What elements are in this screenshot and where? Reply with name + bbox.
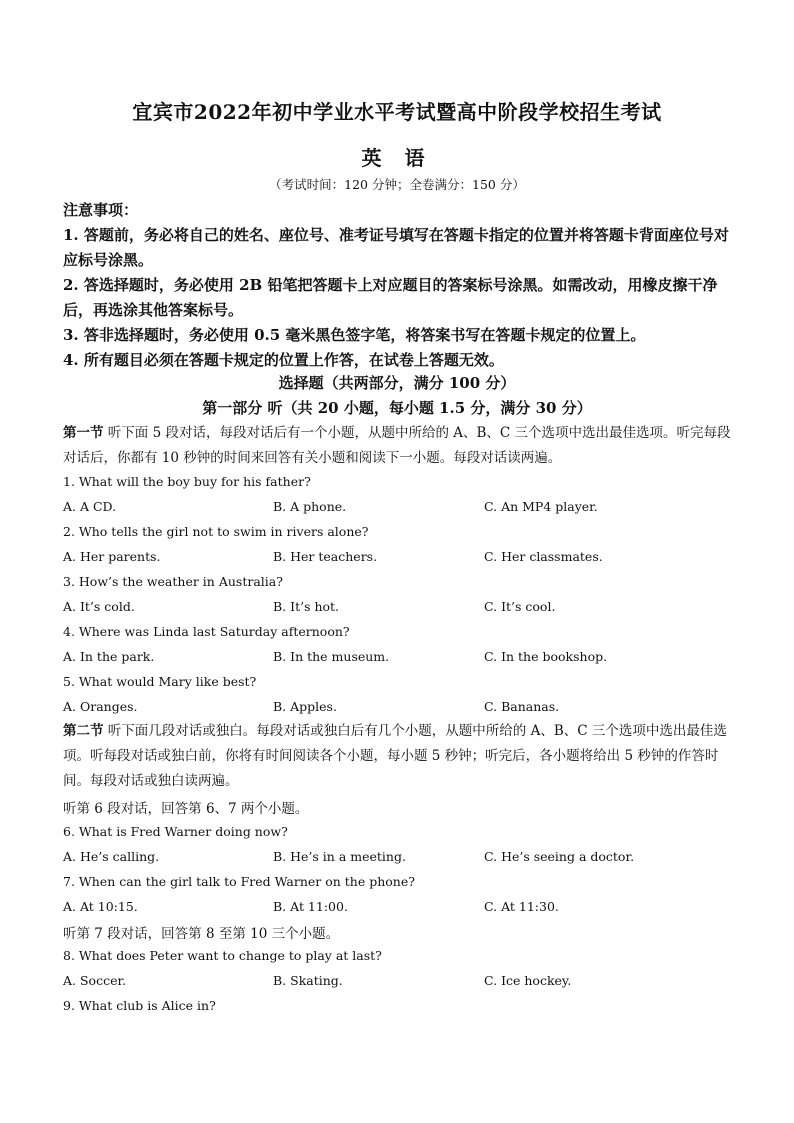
option-b: B. Skating. xyxy=(273,973,343,988)
question-2: 2. Who tells the girl not to swim in rivers alone? xyxy=(63,524,369,539)
note-item: 1. 答题前，务必将自己的姓名、座位号、准考证号填写在答题卡指定的位置并将答题卡背面座位号对应标号涂黑。 xyxy=(63,226,729,269)
option-a: A. He’s calling. xyxy=(63,849,160,864)
notes-block xyxy=(63,198,733,373)
question-6: 6. What is Fred Warner doing now? xyxy=(63,824,288,839)
dialogue-7-instruction: 听第 7 段对话，回答第 8 至第 10 三个小题。 xyxy=(63,926,340,942)
option-c: C. Bananas. xyxy=(484,699,560,714)
option-b: B. It’s hot. xyxy=(273,599,340,614)
option-b: B. A phone. xyxy=(273,499,347,514)
question-3: 3. How’s the weather in Australia? xyxy=(63,574,283,589)
exam-title: 宜宾市2022年初中学业水平考试暨高中阶段学校招生考试 xyxy=(132,100,662,124)
option-a: A. Soccer. xyxy=(63,973,127,988)
option-a: A. In the park. xyxy=(63,649,155,664)
subject-title: 英 语 xyxy=(361,146,433,170)
option-c: C. He’s seeing a doctor. xyxy=(484,849,635,864)
question-9: 9. What club is Alice in? xyxy=(63,998,216,1013)
question-5: 5. What would Mary like best? xyxy=(63,674,257,689)
part1-title: 第一部分 听（共 20 小题，每小题 1.5 分，满分 30 分） xyxy=(202,399,592,417)
section2-text: 听下面几段对话或独白。每段对话或独白后有几个小题，从题中所给的 A、B、C 三个选项中选出最佳选项。听每段对话或独白前，你将有时间阅读各个小题，每小题 5 秒钟；听完后，各小题将给出 5 秒钟的作答时间。每段对话或独白读两遍。 xyxy=(63,723,727,789)
option-c: C. Ice hockey. xyxy=(484,973,572,988)
question-7: 7. When can the girl talk to Fred Warner on the phone? xyxy=(63,874,415,889)
dialogue-6-instruction: 听第 6 段对话，回答第 6、7 两个小题。 xyxy=(63,801,309,817)
option-c: C. Her classmates. xyxy=(484,549,603,564)
option-a: A. Oranges. xyxy=(63,699,138,714)
option-b: B. Her teachers. xyxy=(273,549,378,564)
note-item: 2. 答选择题时，务必使用 2B 铅笔把答题卡上对应题目的答案标号涂黑。如需改动，用橡皮擦干净后，再选涂其他答案标号。 xyxy=(63,276,718,319)
question-4: 4. Where was Linda last Saturday afternoon? xyxy=(63,624,350,639)
time-info: （考试时间：120 分钟；全卷满分：150 分） xyxy=(269,177,525,192)
option-c: C. In the bookshop. xyxy=(484,649,608,664)
option-a: A. Her parents. xyxy=(63,549,161,564)
option-c: C. An MP4 player. xyxy=(484,499,598,514)
notes-heading: 注意事项： xyxy=(63,201,139,219)
option-c: C. At 11:30. xyxy=(484,899,559,914)
question-8: 8. What does Peter want to change to play at last? xyxy=(63,948,382,963)
option-c: C. It’s cool. xyxy=(484,599,556,614)
section-title: 选择题（共两部分，满分 100 分） xyxy=(278,374,516,392)
option-a: A. It’s cold. xyxy=(63,599,135,614)
section1-text: 听下面 5 段对话，每段对话后有一个小题，从题中所给的 A、B、C 三个选项中选出最佳选项。听完每段对话后，你都有 10 秒钟的时间来回答有关小题和阅读下一小题。每段对话读两遍。 xyxy=(63,425,731,466)
option-b: B. He’s in a meeting. xyxy=(273,849,406,864)
question-1: 1. What will the boy buy for his father? xyxy=(63,474,311,489)
section1-label: 第一节 xyxy=(63,425,104,441)
section2-instructions xyxy=(63,719,731,794)
section1-instructions xyxy=(63,421,731,471)
option-b: B. In the museum. xyxy=(273,649,390,664)
option-a: A. A CD. xyxy=(63,499,117,514)
note-item: 3. 答非选择题时，务必使用 0.5 毫米黑色签字笔，将答案书写在答题卡规定的位置上。 xyxy=(63,326,646,344)
option-b: B. Apples. xyxy=(273,699,337,714)
section2-label: 第二节 xyxy=(63,723,104,739)
option-a: A. At 10:15. xyxy=(63,899,138,914)
option-b: B. At 11:00. xyxy=(273,899,348,914)
note-item: 4. 所有题目必须在答题卡规定的位置上作答，在试卷上答题无效。 xyxy=(63,351,504,369)
